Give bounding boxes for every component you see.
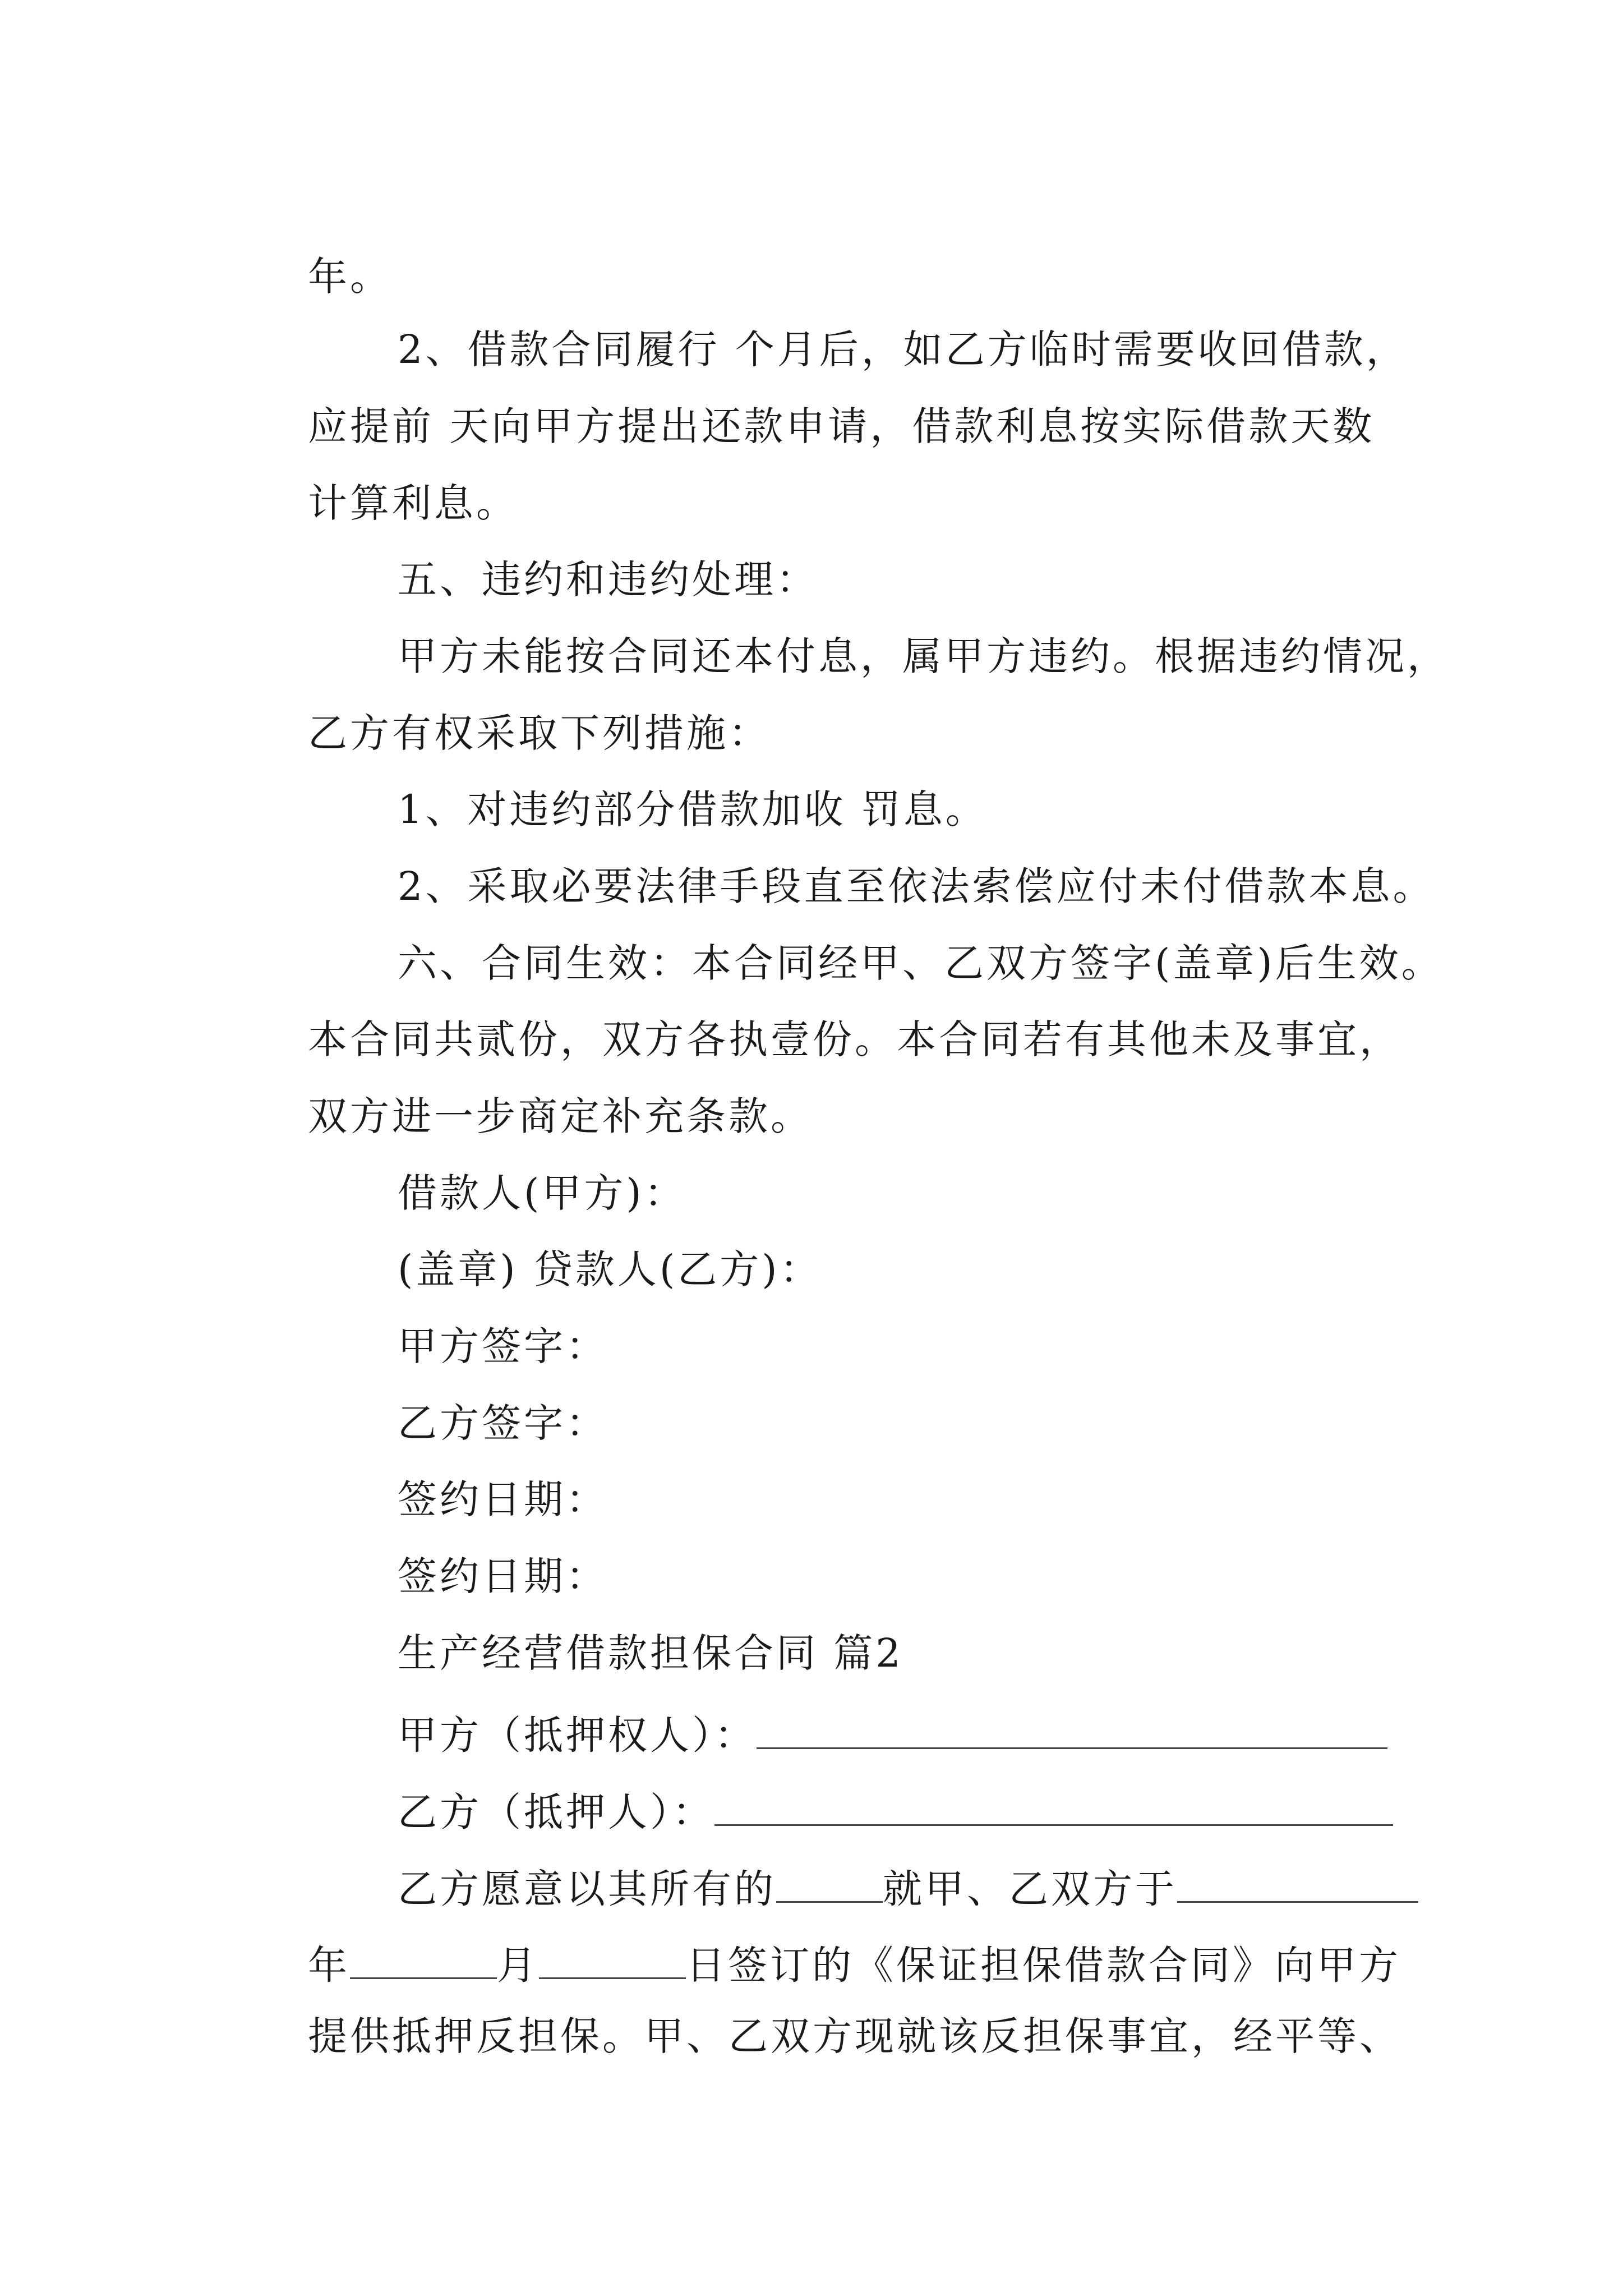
line-text: 年。: [308, 254, 393, 300]
fill-blank: [776, 1864, 883, 1903]
line-text: 五、违约和违约处理：: [398, 556, 819, 602]
line-text: 双方进一步商定补充条款。: [308, 1093, 813, 1139]
line-text: 甲方签字：: [398, 1323, 608, 1369]
line-text: 生产经营借款担保合同 篇2: [398, 1630, 903, 1676]
line-text: 月: [497, 1942, 540, 1989]
fill-blank: [1177, 1864, 1418, 1903]
line-text: 乙方签字：: [398, 1400, 608, 1446]
line-text: 乙方（抵押人）：: [398, 1789, 715, 1835]
line-text: 计算利息。: [308, 480, 519, 526]
fill-blank: [350, 1940, 497, 1979]
line-text: (盖章) 贷款人(乙方)：: [398, 1246, 822, 1292]
line-text: 六、合同生效：本合同经甲、乙双方签字(盖章)后生效。: [398, 940, 1444, 986]
line-text: 签约日期：: [398, 1476, 608, 1522]
line-text: 应提前 天向甲方提出还款申请，借款利息按实际借款天数: [308, 403, 1375, 449]
line-text: 本合同共贰份，双方各执壹份。本合同若有其他未及事宜，: [308, 1016, 1402, 1062]
line-text: 日签订的《保证担保借款合同》向甲方: [686, 1942, 1401, 1989]
line-text: 甲方（抵押权人）：: [398, 1712, 757, 1759]
line-text: 借款人(甲方)：: [398, 1170, 686, 1216]
line-text: 2、采取必要法律手段直至依法索偿应付未付借款本息。: [398, 863, 1435, 909]
line-text: 乙方愿意以其所有的: [398, 1866, 777, 1912]
line-text: 1、对违约部分借款加收 罚息。: [398, 786, 988, 832]
line-text: 乙方有权采取下列措施：: [308, 710, 771, 756]
line-text: 签约日期：: [398, 1553, 608, 1599]
fill-blank: [539, 1940, 686, 1979]
line-text: 提供抵押反担保。甲、乙双方现就该反担保事宜，经平等、: [308, 2013, 1402, 2059]
fill-blank: [714, 1787, 1393, 1826]
text-line: [247, 1977, 1401, 2095]
line-text: 2、借款合同履行 个月后，如乙方临时需要收回借款，: [398, 326, 1408, 372]
line-text: 就甲、乙双方于: [883, 1866, 1178, 1912]
line-text: 甲方未能按合同还本付息，属甲方违约。根据违约情况，: [398, 633, 1450, 679]
fill-blank: [757, 1710, 1387, 1749]
line-text: 年: [308, 1942, 351, 1989]
